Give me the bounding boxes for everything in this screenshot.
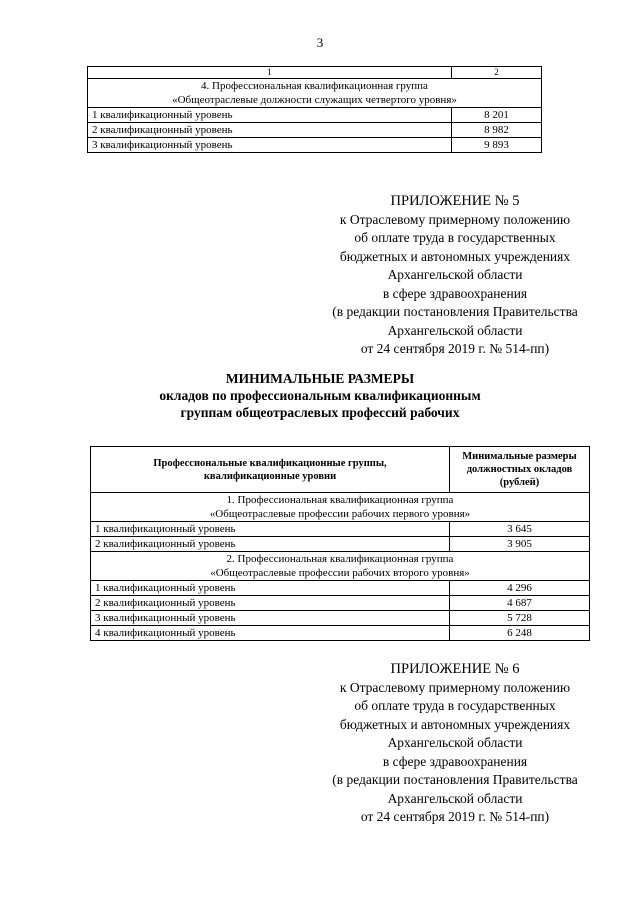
title-line: окладов по профессиональным квалификационным — [159, 388, 481, 403]
header-line: квалификационные уровни — [203, 470, 337, 482]
appendix-line: бюджетных и автономных учреждениях — [339, 248, 571, 264]
appendix-line: Архангельской области — [387, 322, 523, 338]
table-row — [91, 626, 590, 641]
column-header-salary — [450, 447, 590, 493]
level-cell: 1 квалификационный уровень — [91, 522, 450, 537]
salary-table-employees-4th-level — [87, 66, 542, 153]
appendix-line: в сфере здравоохранения — [382, 753, 528, 769]
document-title — [0, 370, 640, 421]
table-row — [88, 108, 542, 123]
group-title — [91, 552, 590, 581]
salary-cell: 8 201 — [452, 108, 542, 123]
salary-cell: 4 296 — [450, 581, 590, 596]
level-cell: 1 квалификационный уровень — [91, 581, 450, 596]
level-cell: 3 квалификационный уровень — [91, 611, 450, 626]
group-title-line: 4. Профессиональная квалификационная группа — [201, 80, 428, 92]
column-number-2: 2 — [452, 67, 542, 79]
level-cell: 2 квалификационный уровень — [91, 596, 450, 611]
title-line: группам общеотраслевых профессий рабочих — [180, 405, 460, 420]
appendix-title: ПРИЛОЖЕНИЕ № 5 — [390, 193, 520, 209]
table-header-row — [88, 67, 542, 79]
table-row — [91, 522, 590, 537]
group-title — [88, 79, 542, 108]
level-cell: 3 квалификационный уровень — [88, 138, 452, 153]
table-row — [91, 537, 590, 552]
salary-cell: 3 905 — [450, 537, 590, 552]
appendix-line: в сфере здравоохранения — [382, 285, 528, 301]
appendix-title: ПРИЛОЖЕНИЕ № 6 — [390, 661, 520, 677]
salary-cell: 9 893 — [452, 138, 542, 153]
group-title-line: «Общеотраслевые профессии рабочих первого уровня» — [209, 508, 471, 520]
group-row — [91, 493, 590, 522]
level-cell: 2 квалификационный уровень — [88, 123, 452, 138]
appendix-line: об оплате труда в государственных — [354, 230, 556, 245]
salary-cell: 5 728 — [450, 611, 590, 626]
appendix-line: от 24 сентября 2019 г. № 514-пп) — [360, 809, 550, 824]
appendix-line: Архангельской области — [387, 790, 523, 806]
group-title — [91, 493, 590, 522]
table-row — [91, 581, 590, 596]
level-cell: 4 квалификационный уровень — [91, 626, 450, 641]
page-number: 3 — [316, 35, 324, 50]
appendix-line: бюджетных и автономных учреждениях — [339, 716, 571, 732]
appendix-5-header — [290, 192, 620, 359]
group-row — [88, 79, 542, 108]
title-line: МИНИМАЛЬНЫЕ РАЗМЕРЫ — [225, 371, 415, 386]
salary-cell: 6 248 — [450, 626, 590, 641]
appendix-line: (в редакции постановления Правительства — [332, 304, 578, 319]
level-cell: 2 квалификационный уровень — [91, 537, 450, 552]
table-row — [91, 611, 590, 626]
salary-cell: 8 982 — [452, 123, 542, 138]
header-line: (рублей) — [499, 477, 540, 488]
level-cell: 1 квалификационный уровень — [88, 108, 452, 123]
appendix-6-header — [290, 660, 620, 827]
appendix-line: от 24 сентября 2019 г. № 514-пп) — [360, 341, 550, 356]
table-row — [88, 123, 542, 138]
group-row — [91, 552, 590, 581]
appendix-line: Архангельской области — [387, 735, 523, 750]
group-title-line: «Общеотраслевые профессии рабочих второго уровня» — [210, 567, 470, 579]
group-title-line: «Общеотраслевые должности служащих четвертого уровня» — [172, 94, 457, 106]
appendix-line: к Отраслевому примерному положению — [339, 679, 571, 695]
salary-cell: 3 645 — [450, 522, 590, 537]
salary-table-workers — [90, 446, 590, 641]
table-row — [88, 138, 542, 153]
appendix-line: к Отраслевому примерному положению — [339, 211, 571, 227]
column-header-groups — [91, 447, 450, 493]
group-title-line: 2. Профессиональная квалификационная группа — [226, 553, 454, 565]
appendix-line: об оплате труда в государственных — [354, 698, 556, 713]
table-row — [91, 596, 590, 611]
group-title-line: 1. Профессиональная квалификационная группа — [226, 494, 454, 506]
appendix-line: Архангельской области — [387, 267, 523, 282]
header-line: Минимальные размеры — [462, 451, 577, 462]
salary-cell: 4 687 — [450, 596, 590, 611]
header-line: Профессиональные квалификационные группы, — [153, 457, 387, 469]
header-line: должностных окладов — [466, 464, 573, 475]
table-header-row — [91, 447, 590, 493]
column-number-1: 1 — [88, 67, 452, 79]
appendix-line: (в редакции постановления Правительства — [332, 772, 578, 787]
